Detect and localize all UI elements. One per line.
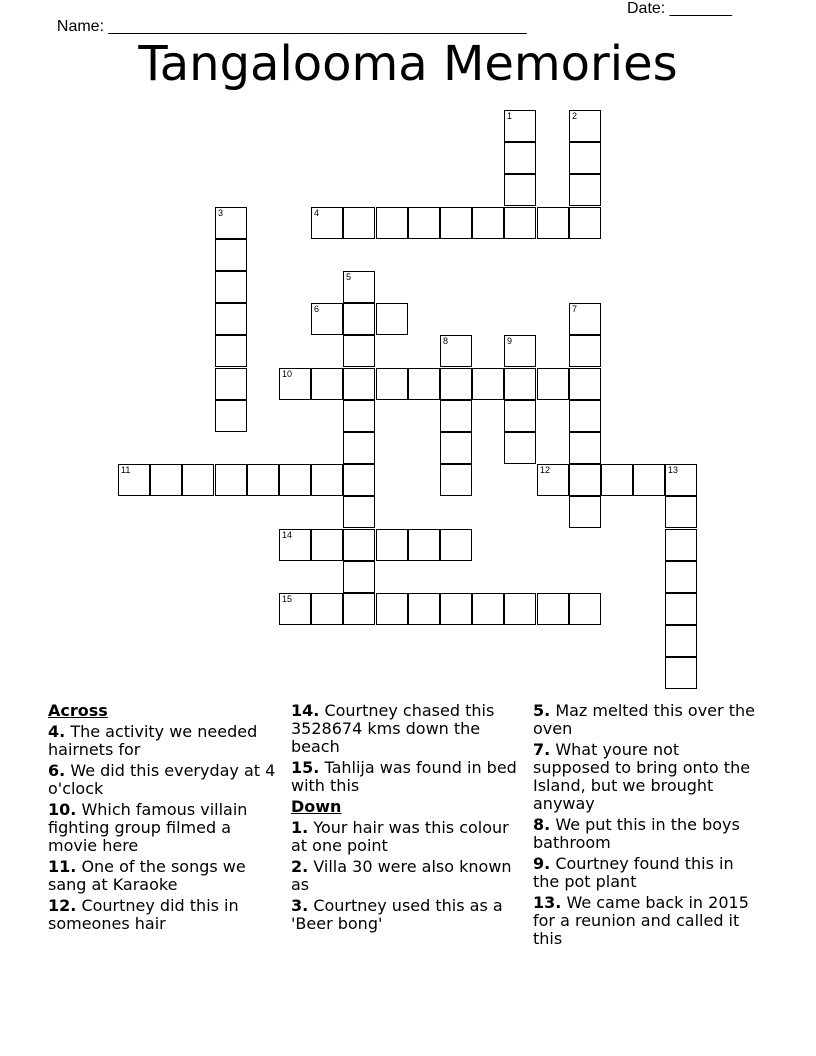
grid-cell[interactable] — [440, 593, 472, 625]
grid-cell[interactable] — [504, 400, 536, 432]
cell-number: 4 — [314, 208, 320, 218]
grid-cell[interactable] — [343, 561, 375, 593]
grid-cell[interactable] — [311, 529, 343, 561]
grid-cell[interactable] — [118, 464, 150, 496]
grid-cell[interactable] — [440, 400, 472, 432]
grid-cell[interactable] — [537, 464, 569, 496]
grid-cell[interactable] — [665, 529, 697, 561]
grid-cell[interactable] — [569, 400, 601, 432]
grid-cell[interactable] — [311, 368, 343, 400]
clues-column-3 — [533, 702, 761, 951]
cell-number: 11 — [121, 465, 131, 475]
clue-text: Courtney found this in the pot plant — [533, 854, 734, 891]
grid-cell[interactable] — [343, 496, 375, 528]
grid-cell[interactable] — [343, 303, 375, 335]
grid-cell[interactable] — [472, 207, 504, 239]
grid-cell[interactable] — [537, 368, 569, 400]
clue-number: 14. — [291, 701, 320, 720]
grid-cell[interactable] — [279, 464, 311, 496]
grid-cell[interactable] — [569, 110, 601, 142]
grid-cell[interactable] — [504, 335, 536, 367]
cell-number: 14 — [282, 530, 293, 540]
grid-cell[interactable] — [215, 207, 247, 239]
clue-across-10 — [48, 801, 276, 855]
grid-cell[interactable] — [408, 368, 440, 400]
clue-text: Maz melted this over the oven — [533, 701, 755, 738]
grid-cell[interactable] — [504, 142, 536, 174]
clue-down-1 — [291, 819, 519, 855]
grid-cell[interactable] — [343, 400, 375, 432]
clue-number: 2. — [291, 857, 309, 876]
grid-cell[interactable] — [376, 593, 408, 625]
date-field-label[interactable]: Date: _______ — [627, 0, 732, 17]
clue-down-9 — [533, 855, 761, 891]
cell-number: 15 — [282, 594, 293, 604]
grid-cell[interactable] — [279, 529, 311, 561]
grid-cell[interactable] — [215, 368, 247, 400]
clue-number: 4. — [48, 722, 66, 741]
grid-cell[interactable] — [472, 368, 504, 400]
grid-cell[interactable] — [408, 529, 440, 561]
cell-number: 12 — [540, 465, 551, 475]
grid-cell[interactable] — [537, 207, 569, 239]
clue-text: Courtney used this as a 'Beer bong' — [291, 896, 503, 933]
clue-number: 10. — [48, 800, 77, 819]
grid-cell[interactable] — [215, 239, 247, 271]
grid-cell[interactable] — [215, 335, 247, 367]
grid-cell[interactable] — [665, 464, 697, 496]
across-heading: Across — [48, 701, 108, 720]
grid-cell[interactable] — [569, 207, 601, 239]
grid-cell[interactable] — [182, 464, 214, 496]
grid-cell[interactable] — [215, 303, 247, 335]
grid-cell[interactable] — [376, 207, 408, 239]
grid-cell[interactable] — [440, 464, 472, 496]
grid-cell[interactable] — [569, 432, 601, 464]
clue-text: What youre not supposed to bring onto the Island, but we brought anyway — [533, 740, 751, 813]
clue-across-4 — [48, 723, 276, 759]
clue-text: We put this in the boys bathroom — [533, 815, 740, 852]
grid-cell[interactable] — [247, 464, 279, 496]
grid-cell[interactable] — [569, 335, 601, 367]
clue-text: We did this everyday at 4 o'clock — [48, 761, 276, 798]
grid-cell[interactable] — [504, 432, 536, 464]
clue-down-8 — [533, 816, 761, 852]
grid-cell[interactable] — [311, 207, 343, 239]
clue-down-7 — [533, 741, 761, 813]
grid-cell[interactable] — [343, 529, 375, 561]
cell-number: 3 — [218, 208, 224, 218]
clue-number: 15. — [291, 758, 320, 777]
grid-cell[interactable] — [504, 207, 536, 239]
grid-cell[interactable] — [665, 657, 697, 689]
grid-cell[interactable] — [504, 368, 536, 400]
grid-cell[interactable] — [376, 303, 408, 335]
grid-cell[interactable] — [569, 174, 601, 206]
clue-down-13 — [533, 894, 761, 948]
clue-text: Courtney did this in someones hair — [48, 896, 239, 933]
grid-cell[interactable] — [440, 368, 472, 400]
grid-cell[interactable] — [569, 303, 601, 335]
grid-cell[interactable] — [665, 593, 697, 625]
grid-cell[interactable] — [504, 174, 536, 206]
grid-cell[interactable] — [440, 207, 472, 239]
grid-cell[interactable] — [601, 464, 633, 496]
grid-cell[interactable] — [504, 110, 536, 142]
grid-cell[interactable] — [569, 496, 601, 528]
grid-cell[interactable] — [472, 593, 504, 625]
clue-number: 13. — [533, 893, 562, 912]
cell-number: 8 — [443, 336, 449, 346]
clue-text: One of the songs we sang at Karaoke — [48, 857, 246, 894]
clue-text: Villa 30 were also known as — [291, 857, 512, 894]
cell-number: 5 — [346, 272, 352, 282]
cell-number: 2 — [572, 111, 578, 121]
clue-number: 9. — [533, 854, 551, 873]
grid-cell[interactable] — [665, 561, 697, 593]
cell-number: 10 — [282, 369, 293, 379]
grid-cell[interactable] — [343, 593, 375, 625]
grid-cell[interactable] — [343, 207, 375, 239]
clue-number: 5. — [533, 701, 551, 720]
clue-text: Courtney chased this 3528674 kms down the beach — [291, 701, 495, 756]
grid-cell[interactable] — [343, 464, 375, 496]
grid-cell[interactable] — [633, 464, 665, 496]
clue-number: 1. — [291, 818, 309, 837]
name-field-label[interactable]: Name: _______________________________________________ — [56, 18, 527, 35]
grid-cell[interactable] — [537, 593, 569, 625]
grid-cell[interactable] — [279, 593, 311, 625]
clue-down-5 — [533, 702, 761, 738]
grid-cell[interactable] — [504, 593, 536, 625]
grid-cell[interactable] — [343, 271, 375, 303]
clue-number: 3. — [291, 896, 309, 915]
down-heading: Down — [291, 797, 342, 816]
grid-cell[interactable] — [376, 368, 408, 400]
cell-number: 6 — [314, 304, 320, 314]
grid-cell[interactable] — [569, 464, 601, 496]
clue-number: 11. — [48, 857, 77, 876]
clue-across-15 — [291, 759, 519, 795]
clues-column-1 — [48, 702, 276, 936]
clue-text: The activity we needed hairnets for — [48, 722, 258, 759]
clue-down-2 — [291, 858, 519, 894]
clue-text: Tahlija was found in bed with this — [291, 758, 517, 795]
grid-cell[interactable] — [215, 271, 247, 303]
cell-number: 7 — [572, 304, 578, 314]
cell-number: 13 — [668, 465, 679, 475]
grid-cell[interactable] — [150, 464, 182, 496]
grid-cell[interactable] — [408, 593, 440, 625]
cell-number: 1 — [507, 111, 513, 121]
clue-number: 8. — [533, 815, 551, 834]
grid-cell[interactable] — [343, 335, 375, 367]
grid-cell[interactable] — [440, 432, 472, 464]
clue-number: 7. — [533, 740, 551, 759]
grid-cell[interactable] — [408, 207, 440, 239]
grid-cell[interactable] — [311, 593, 343, 625]
grid-cell[interactable] — [215, 464, 247, 496]
clue-number: 6. — [48, 761, 66, 780]
grid-cell[interactable] — [215, 400, 247, 432]
grid-cell[interactable] — [343, 432, 375, 464]
grid-cell[interactable] — [440, 529, 472, 561]
grid-cell[interactable] — [665, 496, 697, 528]
grid-cell[interactable] — [569, 593, 601, 625]
grid-cell[interactable] — [311, 464, 343, 496]
grid-cell[interactable] — [279, 368, 311, 400]
clue-across-11 — [48, 858, 276, 894]
clues-column-2 — [291, 702, 519, 936]
clue-text: We came back in 2015 for a reunion and called it this — [533, 893, 749, 948]
grid-cell[interactable] — [343, 368, 375, 400]
clue-down-3 — [291, 897, 519, 933]
clue-across-14 — [291, 702, 519, 756]
clue-across-12 — [48, 897, 276, 933]
grid-cell[interactable] — [311, 303, 343, 335]
grid-cell[interactable] — [665, 625, 697, 657]
clue-text: Your hair was this colour at one point — [291, 818, 509, 855]
clue-number: 12. — [48, 896, 77, 915]
grid-cell[interactable] — [440, 335, 472, 367]
grid-cell[interactable] — [569, 142, 601, 174]
puzzle-title: Tangalooma Memories — [138, 36, 678, 92]
clue-across-6 — [48, 762, 276, 798]
clue-text: Which famous villain fighting group filmed a movie here — [48, 800, 248, 855]
grid-cell[interactable] — [569, 368, 601, 400]
cell-number: 9 — [507, 336, 513, 346]
grid-cell[interactable] — [376, 529, 408, 561]
